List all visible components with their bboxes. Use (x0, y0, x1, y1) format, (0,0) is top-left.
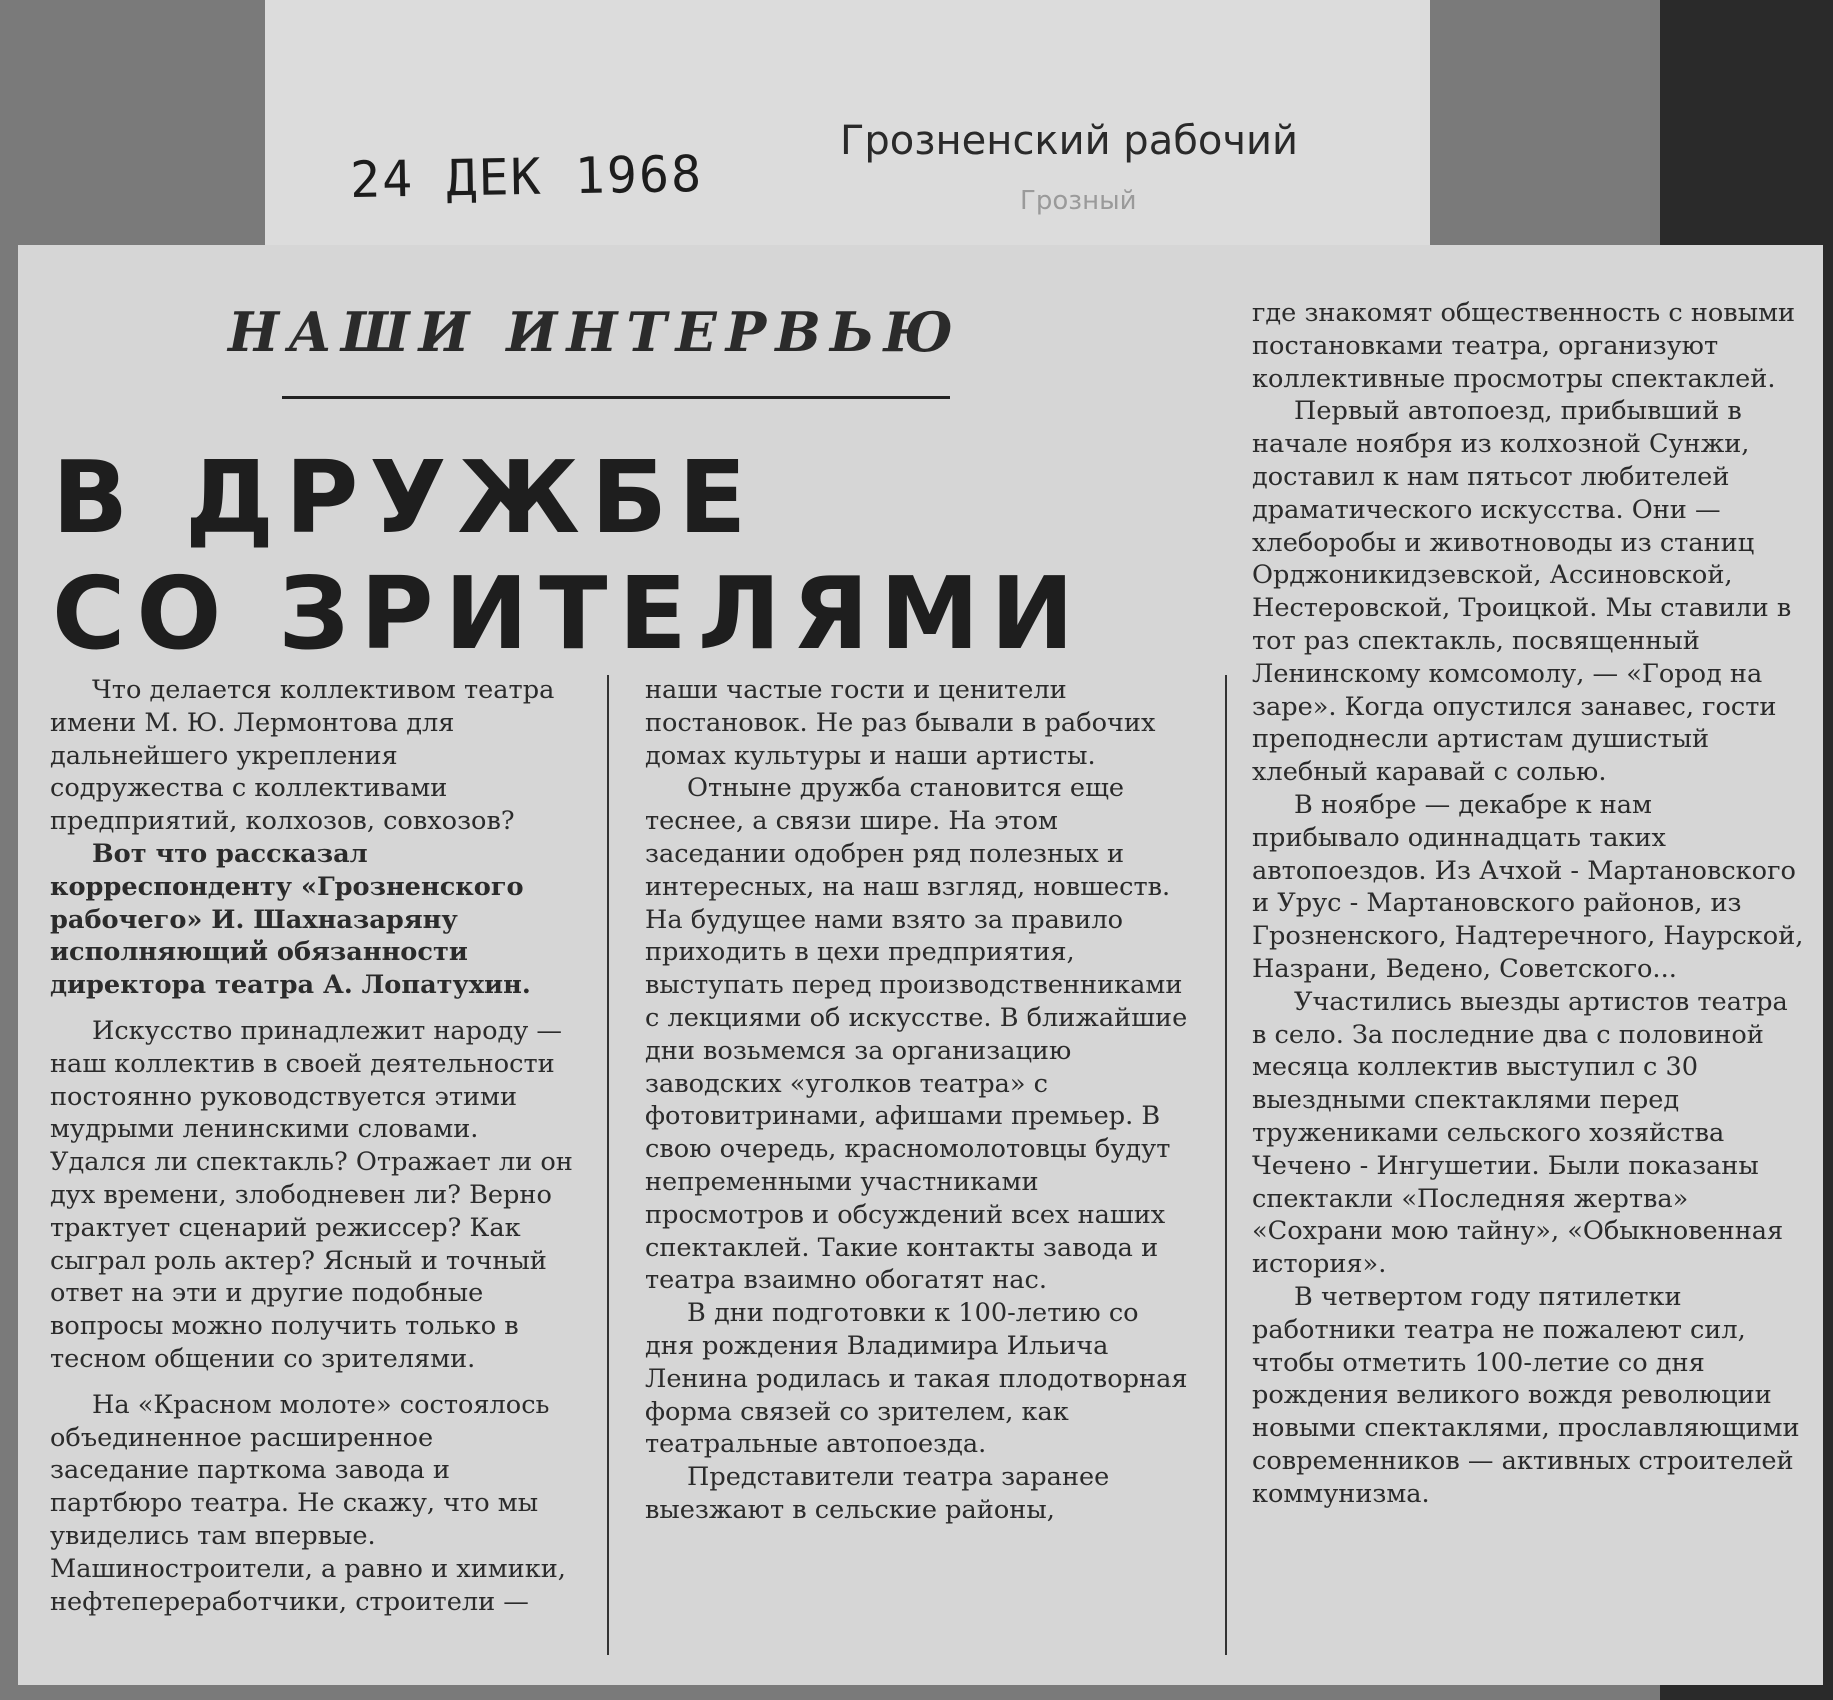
article-paragraph: На «Красном молоте» состоялось объединенное расширенное заседание парткома завода и партбюро театра. Не скажу, что мы увиделись там впервые. Машиностроители, а равно и химики, нефтепереработчики, строители — (50, 1389, 566, 1617)
article-paragraph: Представители театра заранее выезжают в сельские районы, (645, 1462, 1110, 1525)
article-paragraph: Участились выезды артистов театра в село. За последние два с половиной месяца коллектив выступил с 30 выездными спектаклями перед тружениками сельского хозяйства Чечено - Ингушетии. Были показаны спектакли «Последняя жертва» «Сохрани мою тайну», «Обыкновенная история». (1252, 986, 1788, 1280)
article-paragraph: наши частые гости и ценители постановок. Не раз бывали в рабочих домах культуры и наши артисты. (645, 675, 1156, 771)
city-stamp: Грозный (1020, 186, 1137, 216)
article-column-3 (1252, 297, 1807, 1510)
date-stamp: 24 ДЕК 1968 (349, 144, 704, 210)
article-paragraph: где знакомят общественность с новыми постановками театра, организуют коллективные просмотры спектаклей. (1252, 298, 1796, 394)
newspaper-name-stamp: Грозненский рабочий (840, 118, 1298, 164)
headline-line-1: В ДРУЖБЕ (52, 439, 758, 556)
headline-line-2: СО ЗРИТЕЛЯМИ (52, 555, 1086, 672)
article-headline (52, 440, 1232, 672)
column-divider-1 (607, 675, 609, 1655)
article-paragraph: В ноябре — декабре к нам прибывало одиннадцать таких автопоездов. Из Ачхой - Мартановского и Урус - Мартановского районов, из Грозненского, Надтеречного, Наурской, Назрани, Ведено, Советского... (1252, 789, 1804, 984)
article-paragraph: В четвертом году пятилетки работники театра не пожалеют сил, чтобы отметить 100-летие со дня рождения великого вождя революции новыми спектаклями, прославляющими современников — активных строителей коммунизма. (1252, 1281, 1800, 1509)
article-paragraph: Искусство принадлежит народу — наш коллектив в своей деятельности постоянно руководствуется этими мудрыми ленинскими словами. Удался ли спектакль? Отражает ли он дух времени, злободневен ли? Верно трактует сценарий режиссер? Как сыграл роль актер? Ясный и точный ответ на эти и другие подобные вопросы можно получить только в тесном общении со зрителями. (50, 1015, 573, 1374)
rubric-title: НАШИ ИНТЕРВЬЮ (228, 300, 962, 364)
column-divider-2 (1225, 675, 1227, 1655)
article-intro: Вот что рассказал корреспонденту «Грозненского рабочего» И. Шахназаряну исполняющий обязанности директора театра А. Лопатухин. (50, 838, 531, 1001)
article-column-2 (645, 674, 1193, 1527)
article-column-1 (50, 674, 578, 1618)
article-lead-question: Что делается коллективом театра имени М. Ю. Лермонтова для дальнейшего укрепления содружества с коллективами предприятий, колхозов, совхозов? (50, 675, 555, 837)
article-paragraph: Первый автопоезд, прибывший в начале ноября из колхозной Сунжи, доставил к нам пятьсот любителей драматического искусства. Они — хлеборобы и животноводы из станиц Орджоникидзевской, Ассиновской, Нестеровской, Троицкой. Мы ставили в тот раз спектакль, посвященный Ленинскому комсомолу, — «Город на заре». Когда опустился занавес, гости преподнесли артистам душистый хлебный каравай с солью. (1252, 396, 1792, 788)
article-paragraph: Отныне дружба становится еще теснее, а связи шире. На этом заседании одобрен ряд полезных и интересных, на наш взгляд, новшеств. На будущее нами взято за правило приходить в цехи предприятия, выступать перед производственниками с лекциями об искусстве. В ближайшие дни возьмемся за организацию заводских «уголков театра» с фотовитринами, афишами премьер. В свою очередь, красномолотовцы будут непременными участниками просмотров и обсуждений всех наших спектаклей. Такие контакты завода и театра взаимно обогатят нас. (645, 773, 1188, 1296)
article-paragraph: В дни подготовки к 100-летию со дня рождения Владимира Ильича Ленина родилась и такая плодотворная форма связей со зрителем, как театральные автопоезда. (645, 1298, 1188, 1460)
rubric-underline (282, 396, 950, 399)
